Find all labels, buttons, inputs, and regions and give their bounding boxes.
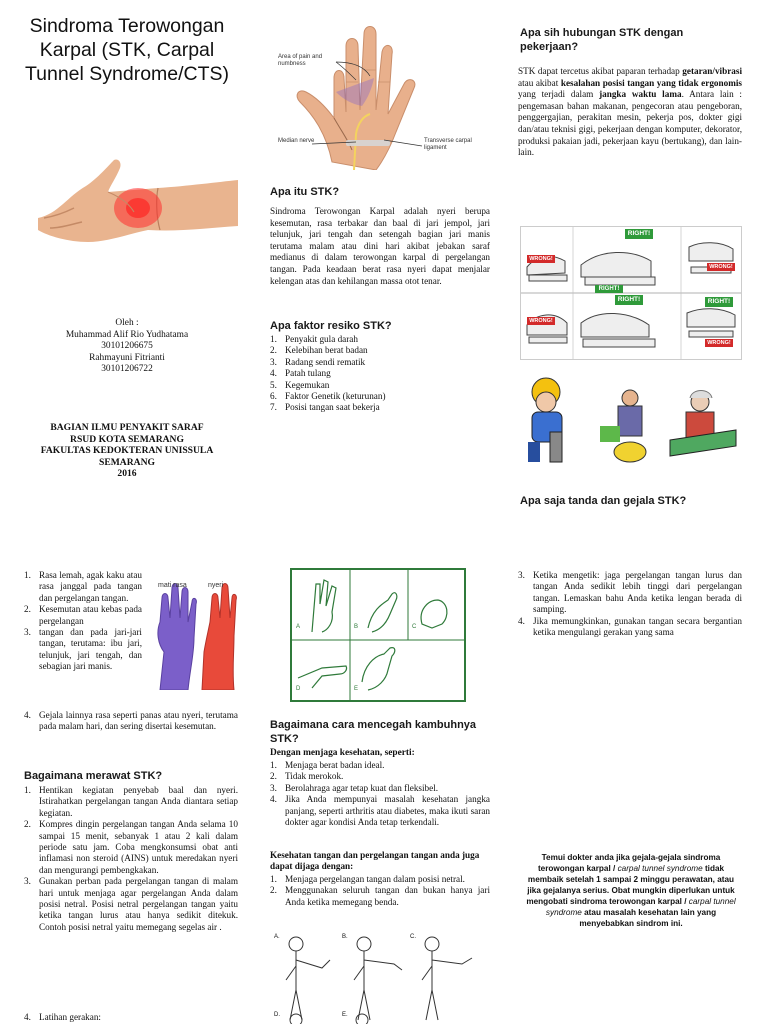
list-item: 2. Kelebihan berat badan (270, 345, 368, 356)
page-title: Sindroma Terowongan Karpal (STK, Carpal Tunnel Syndrome/CTS) (24, 15, 230, 85)
wrong-badge: WRONG! (529, 318, 553, 324)
label-transverse-ligament: Transverse carpal ligament (424, 138, 472, 151)
definition-text: Sindroma Terowongan Karpal adalah nyeri berupa kesemutan, rasa terbakar dan baal di jari jempol, jari telunjuk, jari tengah dan setengah bagian jari manis terutama malam atau dini hari akibat jebakan saraf medianus di dalam terowongan karpal di pergelangan tangan. Pada keadaan berat rasa nyeri dapat menjalar kelengan atas dan kehilangan massa otot tenar. (270, 206, 490, 286)
symptom-list-b (24, 710, 238, 733)
list-item: 4. Gejala lainnya rasa seperti panas atau nyeri, terutama pada malam hari, dan sering disertai kesemutan. (24, 710, 238, 732)
institution-line-2: RSUD KOTA SEMARANG (70, 433, 184, 445)
list-item: 2. Tidak merokok. (270, 771, 344, 782)
list-item: 3. Berolahraga agar tetap kuat dan fleksibel. (270, 782, 439, 793)
list-item: 1. Penyakit gula darah (270, 334, 358, 344)
wrong-badge: WRONG! (529, 256, 553, 262)
workers-cartoon (520, 372, 742, 468)
label-numb: mati rasa (158, 582, 187, 589)
exercise-label-c: C (412, 624, 417, 630)
list-item: 1. Menjaga berat badan ideal. (270, 760, 385, 770)
list-item: 4. Jika Anda mempunyai masalah kesehatan jangka panjang, seperti arthritis atau diabetes, maka ikuti saran dokter agar kondisi Anda tetap terkendali. (270, 794, 490, 828)
list-item: 5. Kegemukan (270, 379, 330, 390)
stretch-label-e: E. (342, 1012, 348, 1018)
list-item: 4. Jika memungkinkan, gunakan tangan secara bergantian ketika mengulangi gerakan yang sama (518, 615, 742, 638)
author-name-2: Rahmayuni Fitrianti (89, 352, 165, 363)
numb-pain-hands-illustration (150, 578, 242, 690)
stretch-label-c: C. (410, 934, 416, 940)
risk-factor-list (270, 334, 490, 414)
heading-prevention: Bagaimana cara mencegah kambuhnya STK? (270, 719, 477, 745)
job-relation-text: STK dapat tercetus akibat paparan terhadap getaran/vibrasi atau akibat kesalahan posisi tangan yang tidak ergonomis yang terjadi dalam jangka waktu lama. Antara lain : pengemasan bahan makanan, pengecoran atau pengeboran, penggergajian, perakitan mesin, pekerja pos, dokter gigi dan/atau teknisi gigi, pekerjaan dengan komputer, dekorator, produksi pakaian jadi, pekerjaan kayu (bertukang), dan lain-lain. (518, 66, 743, 158)
hand-care-list (270, 874, 490, 908)
tips-list (518, 570, 742, 638)
symptom-list-a (24, 570, 142, 673)
right-badge: RIGHT! (707, 298, 731, 305)
right-badge: RIGHT! (598, 286, 620, 292)
prevention-subheading-2: Kesehatan tangan dan pergelangan tangan anda juga dapat dijaga dengan: (270, 850, 480, 872)
right-badge: RIGHT! (617, 296, 641, 303)
institution-block (18, 422, 236, 480)
list-item: 3. Radang sendi rematik (270, 356, 366, 367)
prevention-subheading-1: Dengan menjaga kesehatan, seperti: (270, 748, 415, 758)
author-name-1: Muhammad Alif Rio Yudhatama (65, 329, 189, 340)
author-label: Oleh : (115, 318, 139, 328)
heading-care: Bagaimana merawat STK? (24, 770, 163, 782)
author-id-2: 30101206722 (101, 364, 153, 375)
heading-apa-itu-stk: Apa itu STK? (270, 186, 340, 198)
list-item: 3. tangan dan pada jari-jari tangan, terutama: ibu jari, telunjuk, jari tengah, dan sebagian jari manis. (24, 627, 142, 672)
list-item: 4. Latihan gerakan: (24, 1012, 101, 1022)
heading-job-relation: Apa sih hubungan STK dengan pekerjaan? (520, 27, 684, 53)
heading-signs-symptoms: Apa saja tanda dan gejala STK? (520, 495, 687, 507)
list-item: 3. Ketika mengetik: jaga pergelangan tangan lurus dan tangan Anda sedikit lebih tinggi dari pergelangan tangan. Lemaskan bahu Anda ketika lengan berada di samping. (518, 570, 742, 615)
list-item: 4. Patah tulang (270, 368, 331, 379)
list-item: 2. Kompres dingin pergelangan tangan Anda selama 10 sampai 15 menit, sebanyak 1 atau 2 kali dalam periode satu jam. Coba mengkonsumsi obat anti inflamasi non steroid (AINS) untuk meredakan nyeri dan mengurangi pembengkakan. (24, 819, 238, 875)
list-item: 3. Gunakan perban pada pergelangan tangan di malam hari untuk menjaga agar pergelangan Anda dalam posisi netral. Posisi netral pergelangan tangan yaitu ketika tangan lurus atau hanya sedikit ditekuk. Contoh posisi netral yaitu memegang segelas air . (24, 876, 238, 932)
stretch-label-a: A. (274, 934, 280, 940)
wrong-badge: WRONG! (707, 340, 731, 346)
heading-risk-factors: Apa faktor resiko STK? (270, 320, 392, 332)
stretch-exercise-figure (272, 930, 488, 1024)
exercise-label-e: E (354, 686, 359, 692)
label-area-pain: Area of pain and numbness (278, 54, 323, 67)
list-item: 7. Posisi tangan saat bekerja (270, 402, 380, 413)
palm-nerve-diagram (272, 22, 490, 170)
stretch-label-b: B. (342, 934, 348, 940)
list-item: 1. Menjaga pergelangan tangan dalam posisi netral. (270, 874, 465, 884)
care-list-cont (24, 1012, 238, 1023)
exercise-label-a: A (296, 624, 301, 630)
ergonomic-right-wrong-chart (520, 226, 742, 360)
prevention-list (270, 760, 490, 828)
label-median-nerve: Median nerve (278, 138, 315, 144)
institution-line-5: 2016 (117, 468, 137, 480)
author-block (18, 318, 236, 376)
list-item: 2. Menggunakan seluruh tangan dan bukan hanya jari Anda ketika memegang benda. (270, 885, 490, 907)
institution-line-4: SEMARANG (99, 456, 155, 468)
doctor-notice: Temui dokter anda jika gejala-gejala sindroma terowongan karpal / carpal tunnel syndrome tidak membaik setelah 1 sampai 2 minggu perawatan, atau jika gejalanya serius. Obat mungkin diperlukan untuk mengobati sindroma terowongan karpal / carpal tunnel syndrome atau masalah kesehatan lain yang menyebabkan sindrom ini. (526, 853, 736, 928)
exercise-label-d: D (296, 686, 301, 692)
list-item: 1. Rasa lemah, agak kaku atau rasa janggal pada tangan dan pergelangan tangan. (24, 570, 142, 603)
institution-line-3: FAKULTAS KEDOKTERAN UNISSULA (40, 445, 214, 457)
list-item: 6. Faktor Genetik (keturunan) (270, 391, 386, 402)
wrist-pain-illustration (38, 156, 238, 248)
institution-line-1: BAGIAN ILMU PENYAKIT SARAF (50, 422, 204, 433)
stretch-label-d: D. (274, 1012, 280, 1018)
label-pain: nyeri (208, 582, 224, 589)
right-badge: RIGHT! (627, 230, 651, 237)
care-list (24, 785, 238, 933)
hand-exercise-figure (290, 568, 466, 702)
list-item: 2. Kesemutan atau kebas pada pergelangan (24, 604, 142, 626)
list-item: 1. Hentikan kegiatan penyebab baal dan nyeri. Istirahatkan pergelangan tangan Anda diantara setiap kegiatan. (24, 785, 238, 818)
wrong-badge: WRONG! (709, 264, 733, 270)
author-id-1: 30101206675 (101, 341, 153, 352)
exercise-label-b: B (354, 624, 359, 630)
